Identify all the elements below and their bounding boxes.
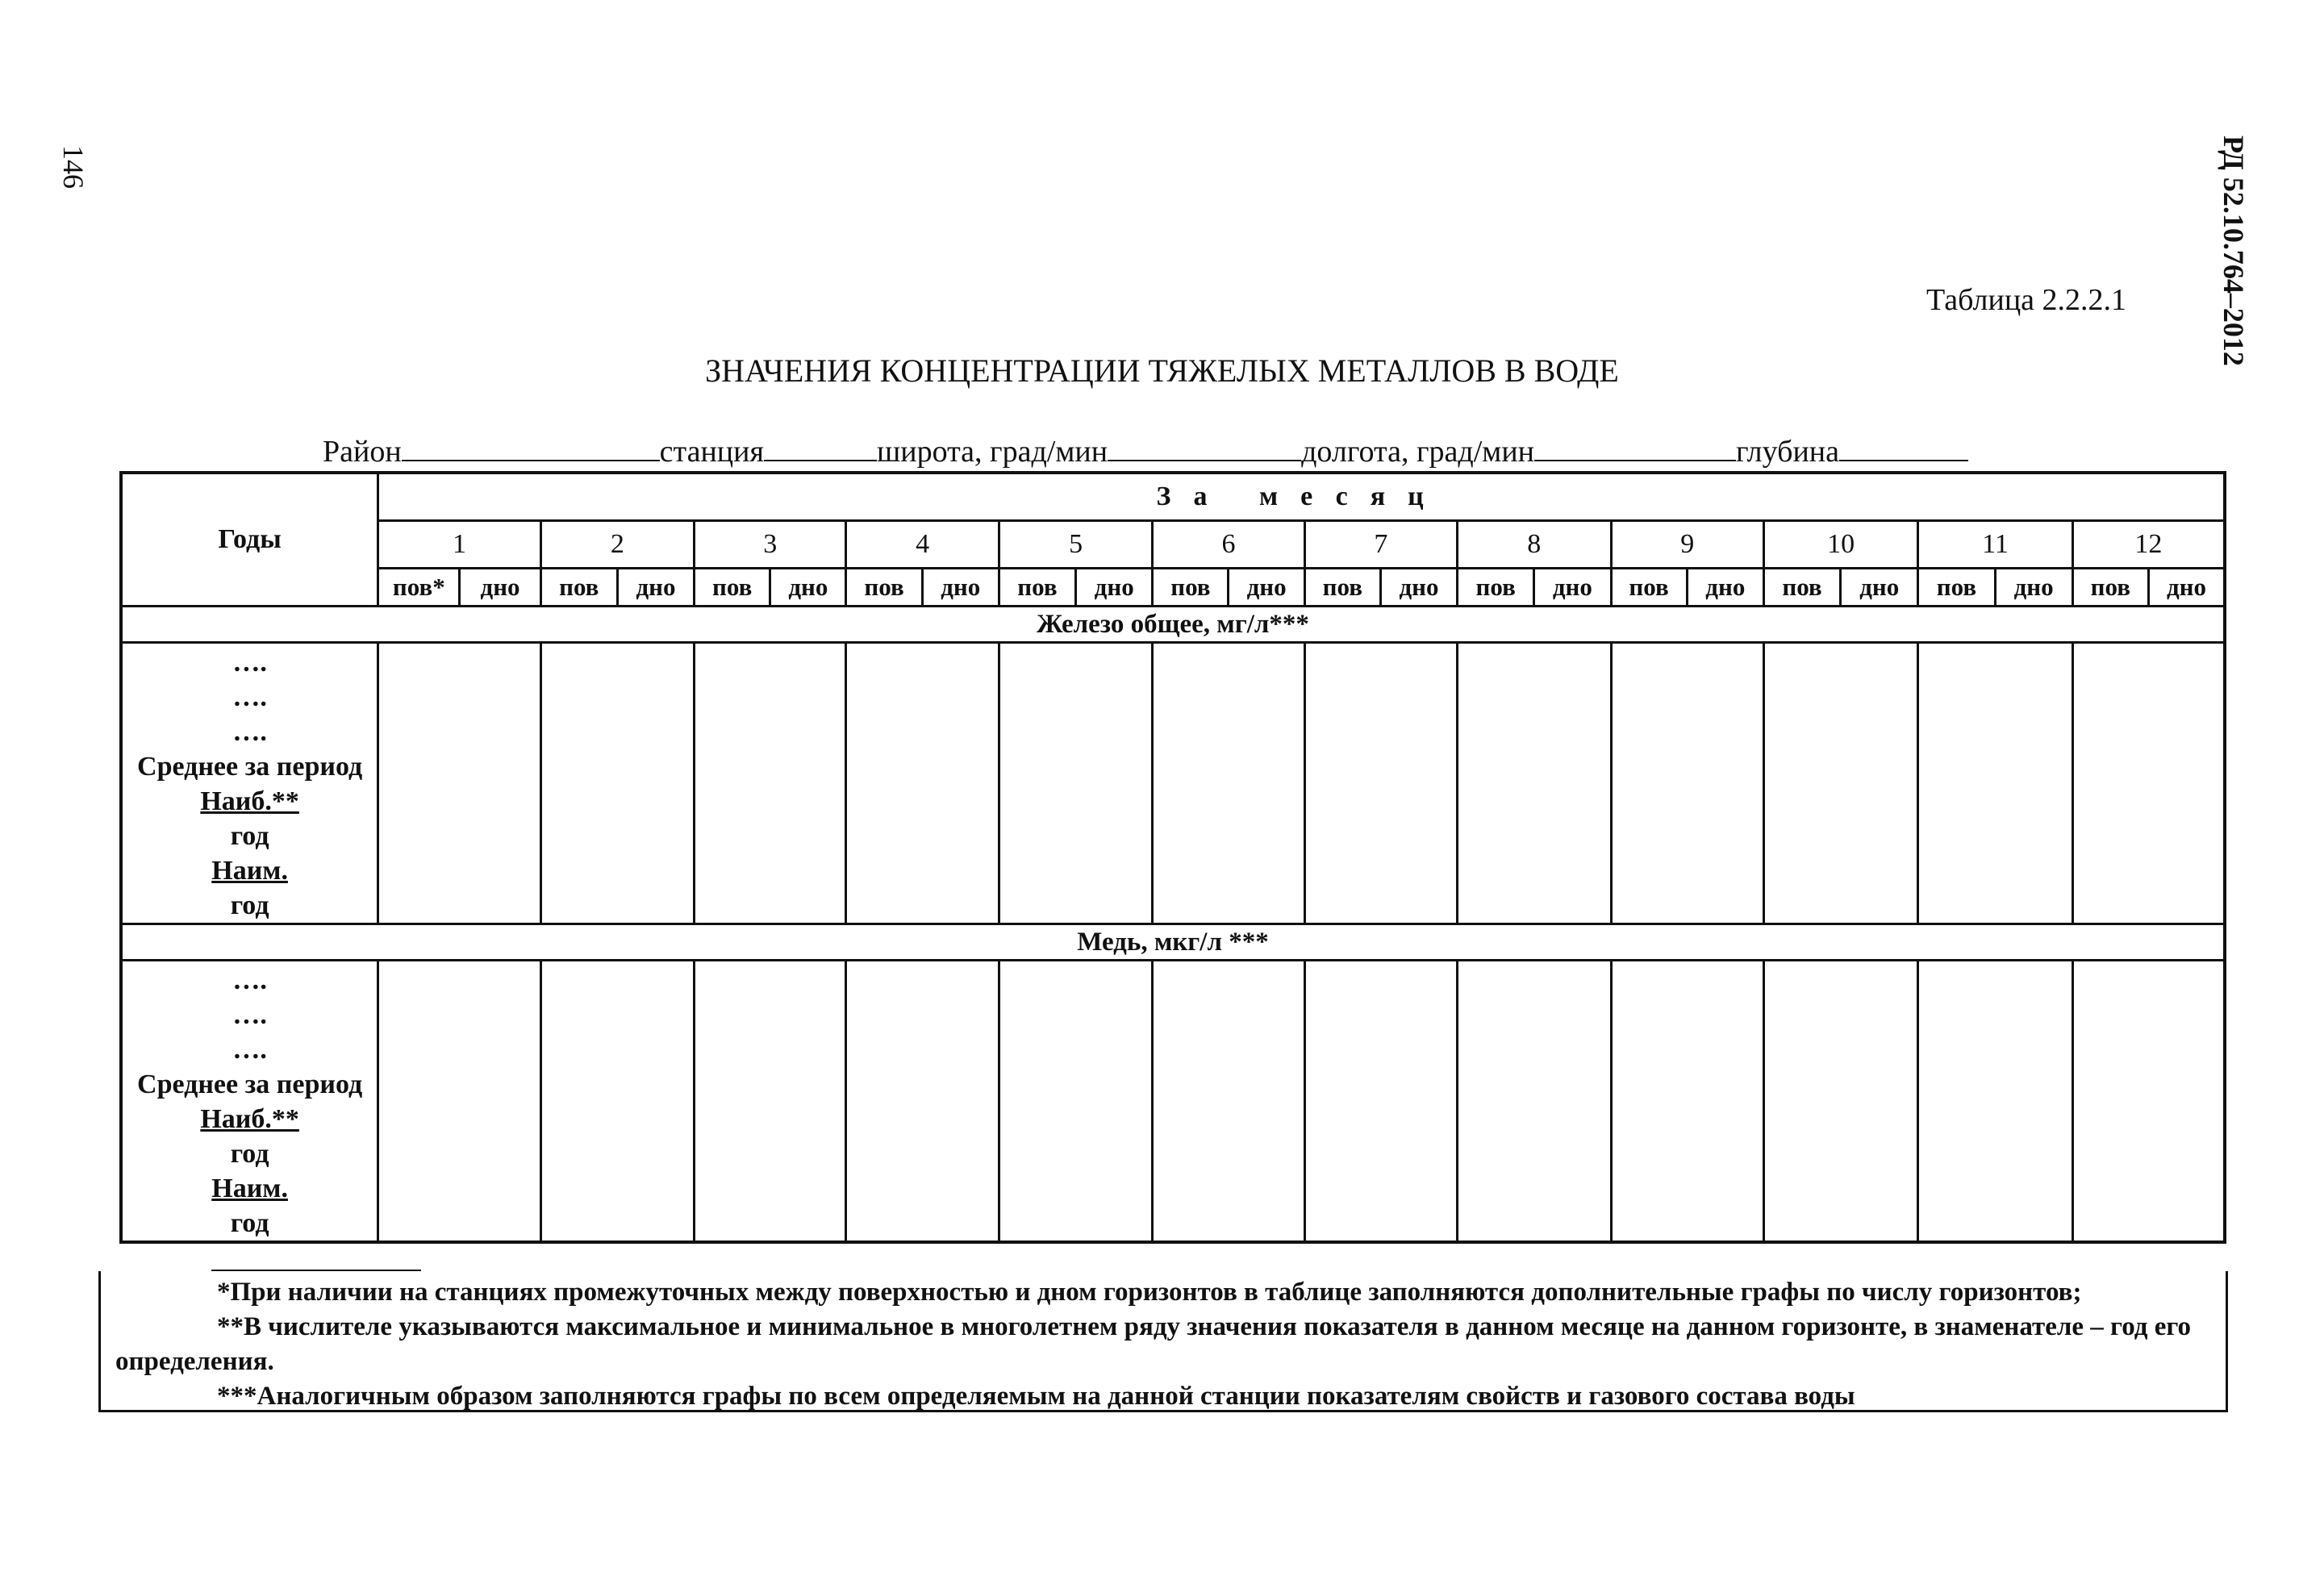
month-header: 6 (1153, 521, 1304, 569)
depth-blank (1839, 432, 1968, 461)
bottom-header: дно (2148, 569, 2225, 607)
bottom-header: дно (1687, 569, 1763, 607)
month-value-cell (378, 961, 540, 1243)
row-label: Среднее за период (137, 752, 363, 782)
row-label: год (230, 1139, 269, 1169)
bottom-header: дно (770, 569, 846, 607)
row-label: …. (232, 717, 267, 747)
footnote-2: **В числителе указываются максимальное и минимальное в многолетнем ряду значения показателя в данном месяце на данном горизонте, в знаменателе – год его определения. (115, 1312, 2192, 1376)
month-value-cell (1763, 643, 1917, 924)
latitude-blank (1108, 432, 1301, 461)
surface-header: пов (1763, 569, 1840, 607)
footnote-3: ***Аналогичным образом заполняются графы по всем определяемым на данной станции показателям свойств и газового состава воды (217, 1382, 1855, 1411)
bottom-header: дно (460, 569, 540, 607)
heavy-metals-table (119, 471, 2226, 1244)
table-title: ЗНАЧЕНИЯ КОНЦЕНТРАЦИИ ТЯЖЕЛЫХ МЕТАЛЛОВ В ВОДЕ (705, 352, 1619, 389)
row-label: год (230, 1208, 269, 1238)
longitude-blank (1534, 432, 1736, 461)
years-header: Годы (121, 473, 378, 607)
month-value-cell (1153, 961, 1304, 1243)
bottom-header: дно (1995, 569, 2072, 607)
row-label: год (230, 890, 269, 920)
row-label: …. (232, 648, 267, 678)
months-header: За месяц (378, 473, 2225, 521)
surface-header: пов* (378, 569, 460, 607)
bottom-header: дно (922, 569, 999, 607)
bottom-header: дно (1841, 569, 1918, 607)
footnotes (98, 1271, 2228, 1412)
month-value-cell (1304, 961, 1457, 1243)
surface-header: пов (1918, 569, 1995, 607)
table-body (121, 607, 2225, 1243)
longitude-label: долгота, град/мин (1301, 435, 1535, 469)
month-value-cell (1458, 961, 1611, 1243)
month-value-cell (1918, 961, 2072, 1243)
month-header: 11 (1918, 521, 2072, 569)
month-value-cell (695, 961, 846, 1243)
month-value-cell (846, 643, 999, 924)
section-header-row (121, 924, 2225, 961)
month-header: 4 (846, 521, 999, 569)
bottom-header: дно (617, 569, 694, 607)
month-value-cell (540, 961, 694, 1243)
row-label: …. (232, 965, 267, 995)
row-label: Наиб.** (200, 786, 299, 816)
surface-header: пов (1304, 569, 1380, 607)
surface-header: пов (999, 569, 1075, 607)
bottom-header: дно (1380, 569, 1457, 607)
month-header: 7 (1304, 521, 1457, 569)
surface-header: пов (846, 569, 922, 607)
month-value-cell (999, 643, 1152, 924)
section-header-row (121, 607, 2225, 643)
bottom-header: дно (1229, 569, 1304, 607)
month-value-cell (846, 961, 999, 1243)
document-code: РД 52.10.764–2012 (2218, 136, 2250, 366)
footnote-1: *При наличии на станциях промежуточных между поверхностью и дном горизонтов в таблице заполняются дополнительные графы по числу горизонтов; (217, 1278, 2082, 1307)
bottom-header: дно (1076, 569, 1153, 607)
row-label: …. (232, 682, 267, 712)
month-header: 1 (378, 521, 540, 569)
month-value-cell (1304, 643, 1457, 924)
section-title: Медь, мкг/л *** (121, 924, 2225, 961)
month-header: 2 (540, 521, 694, 569)
data-row (121, 643, 2225, 924)
table-number: Таблица 2.2.2.1 (1926, 283, 2127, 317)
bottom-header: дно (1534, 569, 1611, 607)
surface-header: пов (1611, 569, 1687, 607)
data-row (121, 961, 2225, 1243)
surface-header: пов (1153, 569, 1229, 607)
page-number: 146 (57, 145, 90, 189)
month-value-cell (1611, 961, 1763, 1243)
row-label: Среднее за период (137, 1070, 363, 1099)
row-label: год (230, 821, 269, 851)
row-label: Наиб.** (200, 1104, 299, 1134)
row-label: …. (232, 1035, 267, 1065)
month-header: 8 (1458, 521, 1611, 569)
month-value-cell (695, 643, 846, 924)
latitude-label: широта, град/мин (876, 435, 1108, 469)
row-labels-cell (121, 643, 378, 924)
row-labels-cell (121, 961, 378, 1243)
month-value-cell (1458, 643, 1611, 924)
month-value-cell (1763, 961, 1917, 1243)
month-value-cell (378, 643, 540, 924)
row-label: Наим. (211, 1174, 288, 1203)
horizon-row (121, 569, 2225, 607)
station-label: станция (659, 435, 764, 469)
month-value-cell (999, 961, 1152, 1243)
month-value-cell (2072, 961, 2225, 1243)
month-header: 10 (1763, 521, 1917, 569)
station-blank (764, 432, 877, 461)
month-value-cell (540, 643, 694, 924)
month-header: 5 (999, 521, 1152, 569)
row-label: …. (232, 1000, 267, 1030)
row-label: Наим. (211, 856, 288, 886)
month-value-cell (2072, 643, 2225, 924)
surface-header: пов (695, 569, 770, 607)
surface-header: пов (540, 569, 617, 607)
surface-header: пов (2072, 569, 2148, 607)
month-value-cell (1153, 643, 1304, 924)
surface-header: пов (1458, 569, 1534, 607)
month-header: 3 (695, 521, 846, 569)
month-header: 9 (1611, 521, 1763, 569)
region-label: Район (323, 435, 402, 469)
depth-label: глубина (1736, 435, 1840, 469)
month-value-cell (1611, 643, 1763, 924)
station-header-line (323, 432, 1968, 469)
month-value-cell (1918, 643, 2072, 924)
month-number-row (121, 521, 2225, 569)
region-blank (402, 432, 660, 461)
month-header: 12 (2072, 521, 2225, 569)
section-title: Железо общее, мг/л*** (121, 607, 2225, 643)
